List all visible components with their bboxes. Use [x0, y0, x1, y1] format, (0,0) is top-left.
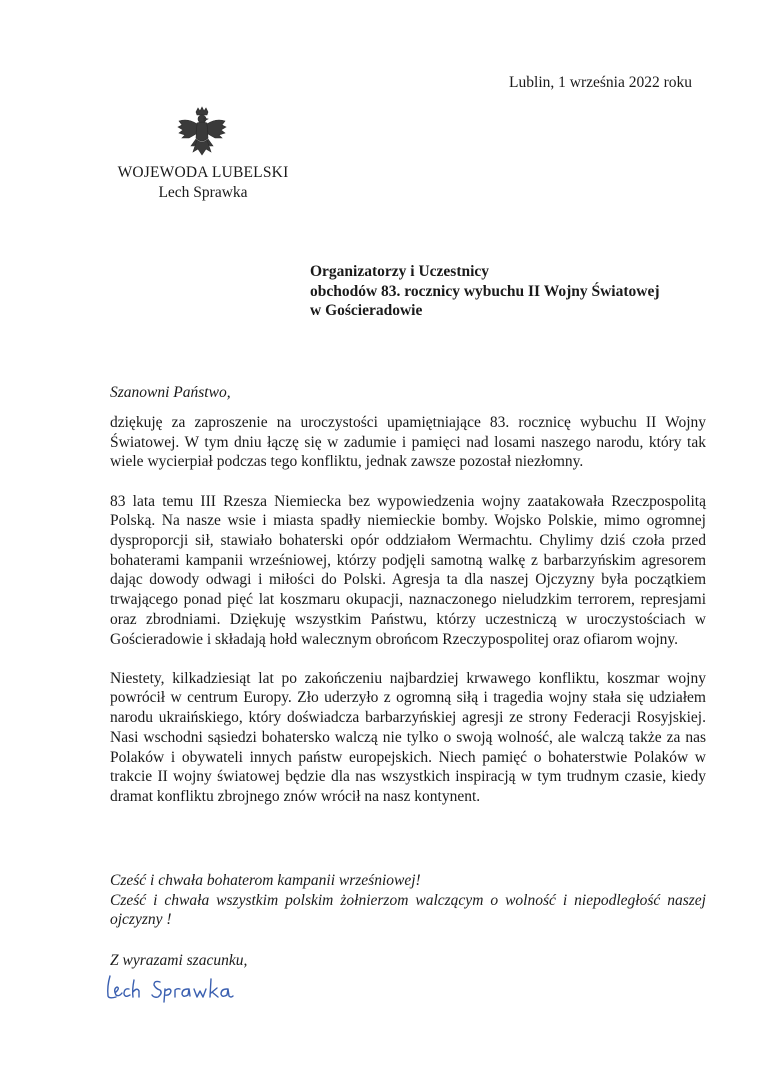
closing-block	[110, 871, 706, 930]
recipient-block	[310, 262, 660, 321]
closing-line-2: Cześć i chwała wszystkim polskim żołnierzom walczącym o wolność i niepodległość naszej ojczyzny !	[110, 891, 706, 929]
recipient-line-1: Organizatorzy i Uczestnicy	[310, 263, 490, 280]
polish-eagle-emblem-icon	[176, 106, 228, 160]
regards-line: Z wyrazami szacunku,	[110, 952, 248, 969]
greeting: Szanowni Państwo,	[110, 384, 231, 401]
recipient-line-2: obchodów 83. rocznicy wybuchu II Wojny Światowej	[310, 282, 660, 300]
body-paragraph-1: dziękuję za zaproszenie na uroczystości upamiętniające 83. rocznicę wybuchu II Wojny Światowej. W tym dniu łączę się w zadumie i pamięci nad losami naszego narodu, który tak wiele wycierpiał podczas tego konfliktu, jednak zawsze pozostał niezłomny.	[110, 414, 706, 471]
handwritten-signature	[102, 970, 252, 1004]
office-block	[80, 163, 326, 203]
office-name: Lech Sprawka	[158, 184, 248, 201]
date-line: Lublin, 1 września 2022 roku	[509, 74, 692, 91]
recipient-line-3: w Gościeradowie	[310, 302, 423, 319]
letter-body	[110, 413, 706, 826]
closing-line-1: Cześć i chwała bohaterom kampanii wrześniowej!	[110, 872, 421, 889]
body-paragraph-3: Niestety, kilkadziesiąt lat po zakończeniu najbardziej krwawego konfliktu, koszmar wojny powrócił w centrum Europy. Zło uderzyło z ogromną siłą i tragedia wojny stała się udziałem narodu ukraińskiego, który doświadcza barbarzyńskiej agresji ze strony Federacji Rosyjskiej. Nasi wschodni sąsiedzi bohatersko walczą nie tylko o swoją wolność, ale walczą także za nas Polaków i obywateli innych państw europejskich. Niech pamięć o bohaterstwie Polaków w trakcie II wojny światowej będzie dla nas wszystkich inspiracją w tym trudnym czasie, kiedy dramat konfliktu zbrojnego znów wrócił na nasz kontynent.	[110, 669, 706, 805]
body-paragraph-2: 83 lata temu III Rzesza Niemiecka bez wypowiedzenia wojny zaatakowała Rzeczpospolitą Polską. Na nasze wsie i miasta spadły niemieckie bomby. Wojsko Polskie, mimo ogromnej dysproporcji sił, stawiało bohaterski opór oddziałom Wermachtu. Chylimy dziś czoła przed bohaterami kampanii wrześniowej, którzy podjęli samotną walkę z barbarzyńskim agresorem dając dowody odwagi i miłości do Polski. Agresja ta dla naszej Ojczyzny była początkiem trwającego ponad pięć lat koszmaru okupacji, naznaczonego nieludzkim terrorem, represjami oraz zbrodniami. Dziękuję wszystkim Państwu, którzy uczestniczą w uroczystościach w Gościeradowie i składają hołd walecznym obrońcom Rzeczypospolitej oraz ofiarom wojny.	[110, 492, 706, 648]
office-title: WOJEWODA LUBELSKI	[117, 164, 289, 181]
